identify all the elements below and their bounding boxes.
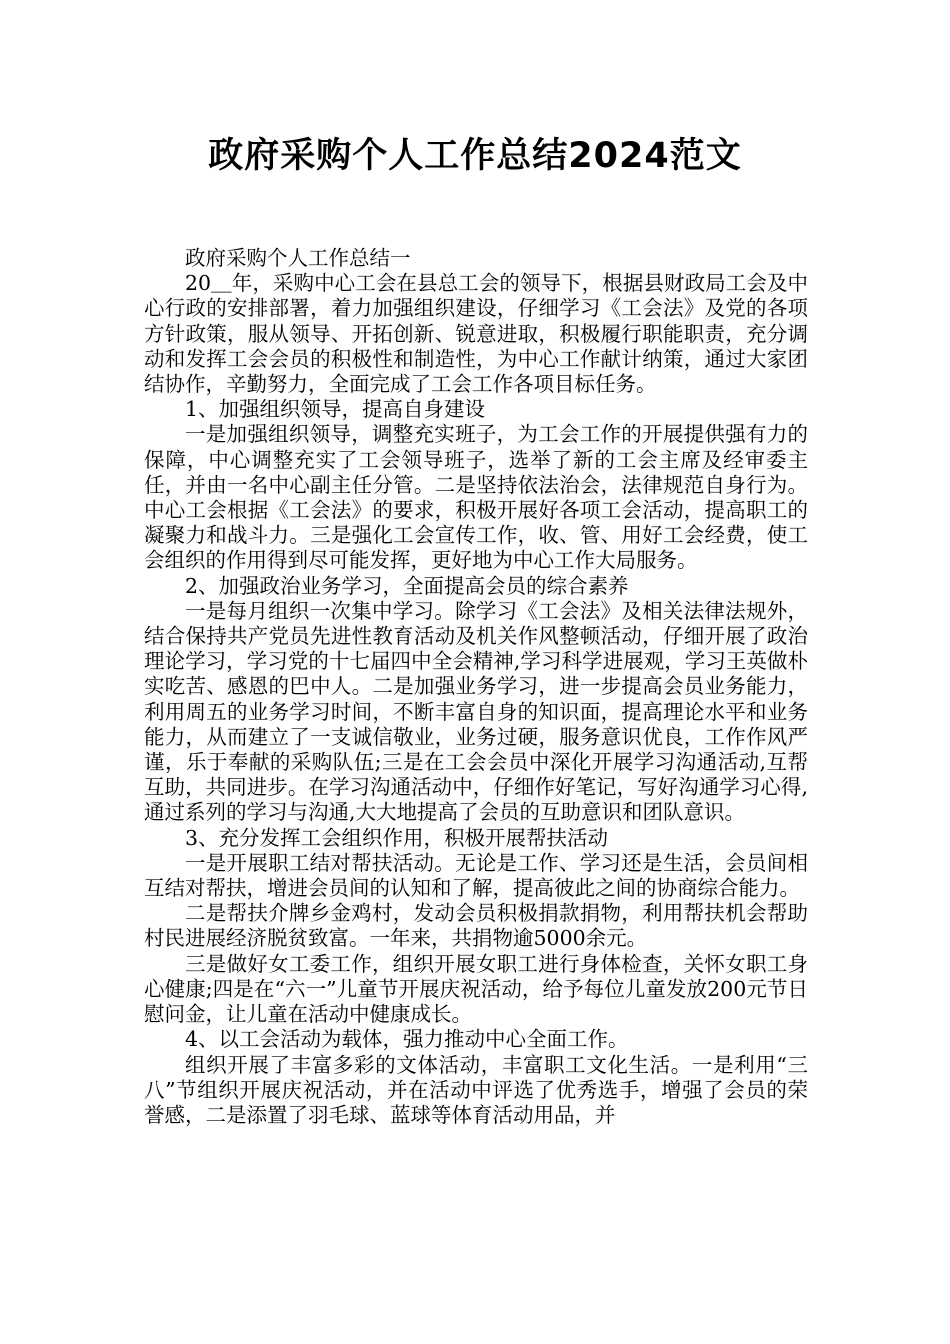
document-body (144, 246, 808, 1128)
paragraph: 三是做好女工委工作，组织开展女职工进行身体检查，关怀女职工身心健康;四是在“六一”儿童节开展庆祝活动，给予每位儿童发放200元节日慰问金，让儿童在活动中健康成长。 (144, 951, 808, 1027)
document-title: 政府采购个人工作总结2024范文 (208, 136, 742, 176)
paragraph: 一是开展职工结对帮扶活动。无论是工作、学习还是生活，会员间相互结对帮扶，增进会员间的认知和了解，提高彼此之间的协商综合能力。 (144, 850, 808, 901)
paragraph: 组织开展了丰富多彩的文体活动，丰富职工文化生活。一是利用“三八”节组织开展庆祝活动，并在活动中评选了优秀选手，增强了会员的荣誉感，二是添置了羽毛球、蓝球等体育活动用品，并 (144, 1052, 808, 1127)
paragraph: 一是每月组织一次集中学习。除学习《工会法》及相关法律法规外，结合保持共产党员先进性教育活动及机关作风整顿活动，仔细开展了政治理论学习，学习党的十七届四中全会精神,学习科学进展观，学习王英做朴实吃苦、感恩的巴中人。二是加强业务学习，进一步提高会员业务能力，利用周五的业务学习时间，不断丰富自身的知识面，提高理论水平和业务能力，从而建立了一支诚信敬业，业务过硬，服务意识优良，工作作风严谨，乐于奉献的采购队伍;三是在工会会员中深化开展学习沟通活动,互帮互助，共同进步。在学习沟通活动中，仔细作好笔记，写好沟通学习心得,通过系列的学习与沟通,大大地提高了会员的互助意识和团队意识。 (144, 598, 808, 825)
paragraph: 一是加强组织领导，调整充实班子，为工会工作的开展提供强有力的保障，中心调整充实了工会领导班子，选举了新的工会主席及经审委主任，并由一名中心副主任分管。二是坚持依法治会，法律规范自身行为。中心工会根据《工会法》的要求，积极开展好各项工会活动，提高职工的凝聚力和战斗力。三是强化工会宣传工作，收、管、用好工会经费，使工会组织的作用得到尽可能发挥，更好地为中心工作大局服务。 (144, 422, 808, 573)
section-heading: 3、充分发挥工会组织作用，积极开展帮扶活动 (185, 825, 609, 850)
section-heading: 1、加强组织领导，提高自身建设 (185, 397, 486, 422)
section-heading: 2、加强政治业务学习，全面提高会员的综合素养 (185, 573, 629, 598)
section-heading: 4、以工会活动为载体，强力推动中心全面工作。 (185, 1027, 629, 1052)
section-heading: 政府采购个人工作总结一 (185, 246, 411, 270)
paragraph: 二是帮扶介牌乡金鸡村，发动会员积极捐款捐物，利用帮扶机会帮助村民进展经济脱贫致富。一年来，共捐物逾5000余元。 (144, 901, 808, 951)
paragraph: 20＿年，采购中心工会在县总工会的领导下，根据县财政局工会及中心行政的安排部署，着力加强组织建设，仔细学习《工会法》及党的各项方针政策，服从领导、开拓创新、锐意进取，积极履行职能职责，充分调动和发挥工会会员的积极性和制造性，为中心工作献计纳策，通过大家团结协作，辛勤努力，全面完成了工会工作各项目标任务。 (144, 271, 808, 397)
